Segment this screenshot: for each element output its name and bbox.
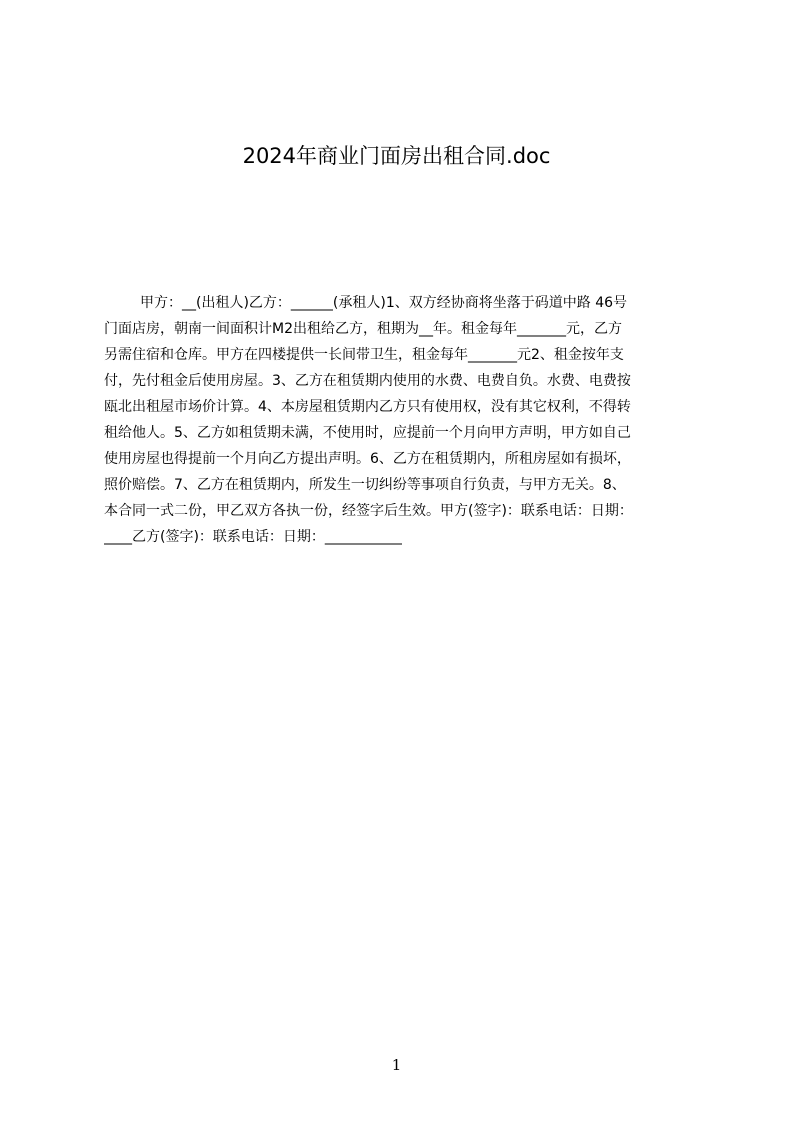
body-line: 使用房屋也得提前一个月向乙方提出声明。6、乙方在租赁期内，所租房屋如有损坏， xyxy=(104,451,631,467)
body-line: 瓯北出租屋市场价计算。4、本房屋租赁期内乙方只有使用权，没有其它权利，不得转 xyxy=(104,399,631,415)
contract-body xyxy=(104,290,696,560)
document-title: 2024年商业门面房出租合同.doc xyxy=(242,144,551,168)
body-line: 付，先付租金后使用房屋。3、乙方在租赁期内使用的水费、电费自负。水费、电费按 xyxy=(104,373,631,389)
page-number: 1 xyxy=(391,1056,402,1074)
body-line: 门面店房，朝南一间面积计M2出租给乙方，租期为__年。租金每年_______元，乙方 xyxy=(104,321,622,337)
body-line: ____乙方(签字)：联系电话：日期：___________ xyxy=(104,529,402,545)
body-line: 本合同一式二份，甲乙双方各执一份，经签字后生效。甲方(签字)：联系电话：日期： xyxy=(104,503,633,519)
body-line: 甲方：__(出租人)乙方：______(承租人)1、双方经协商将坐落于码道中路 46号 xyxy=(140,295,628,311)
body-line: 照价赔偿。7、乙方在租赁期内，所发生一切纠纷等事项自行负责，与甲方无关。8、 xyxy=(104,477,626,493)
body-line: 另需住宿和仓库。甲方在四楼提供一长间带卫生，租金每年_______元2、租金按年支 xyxy=(104,347,624,363)
body-line: 租给他人。5、乙方如租赁期未满，不使用时，应提前一个月向甲方声明，甲方如自己 xyxy=(104,425,631,441)
